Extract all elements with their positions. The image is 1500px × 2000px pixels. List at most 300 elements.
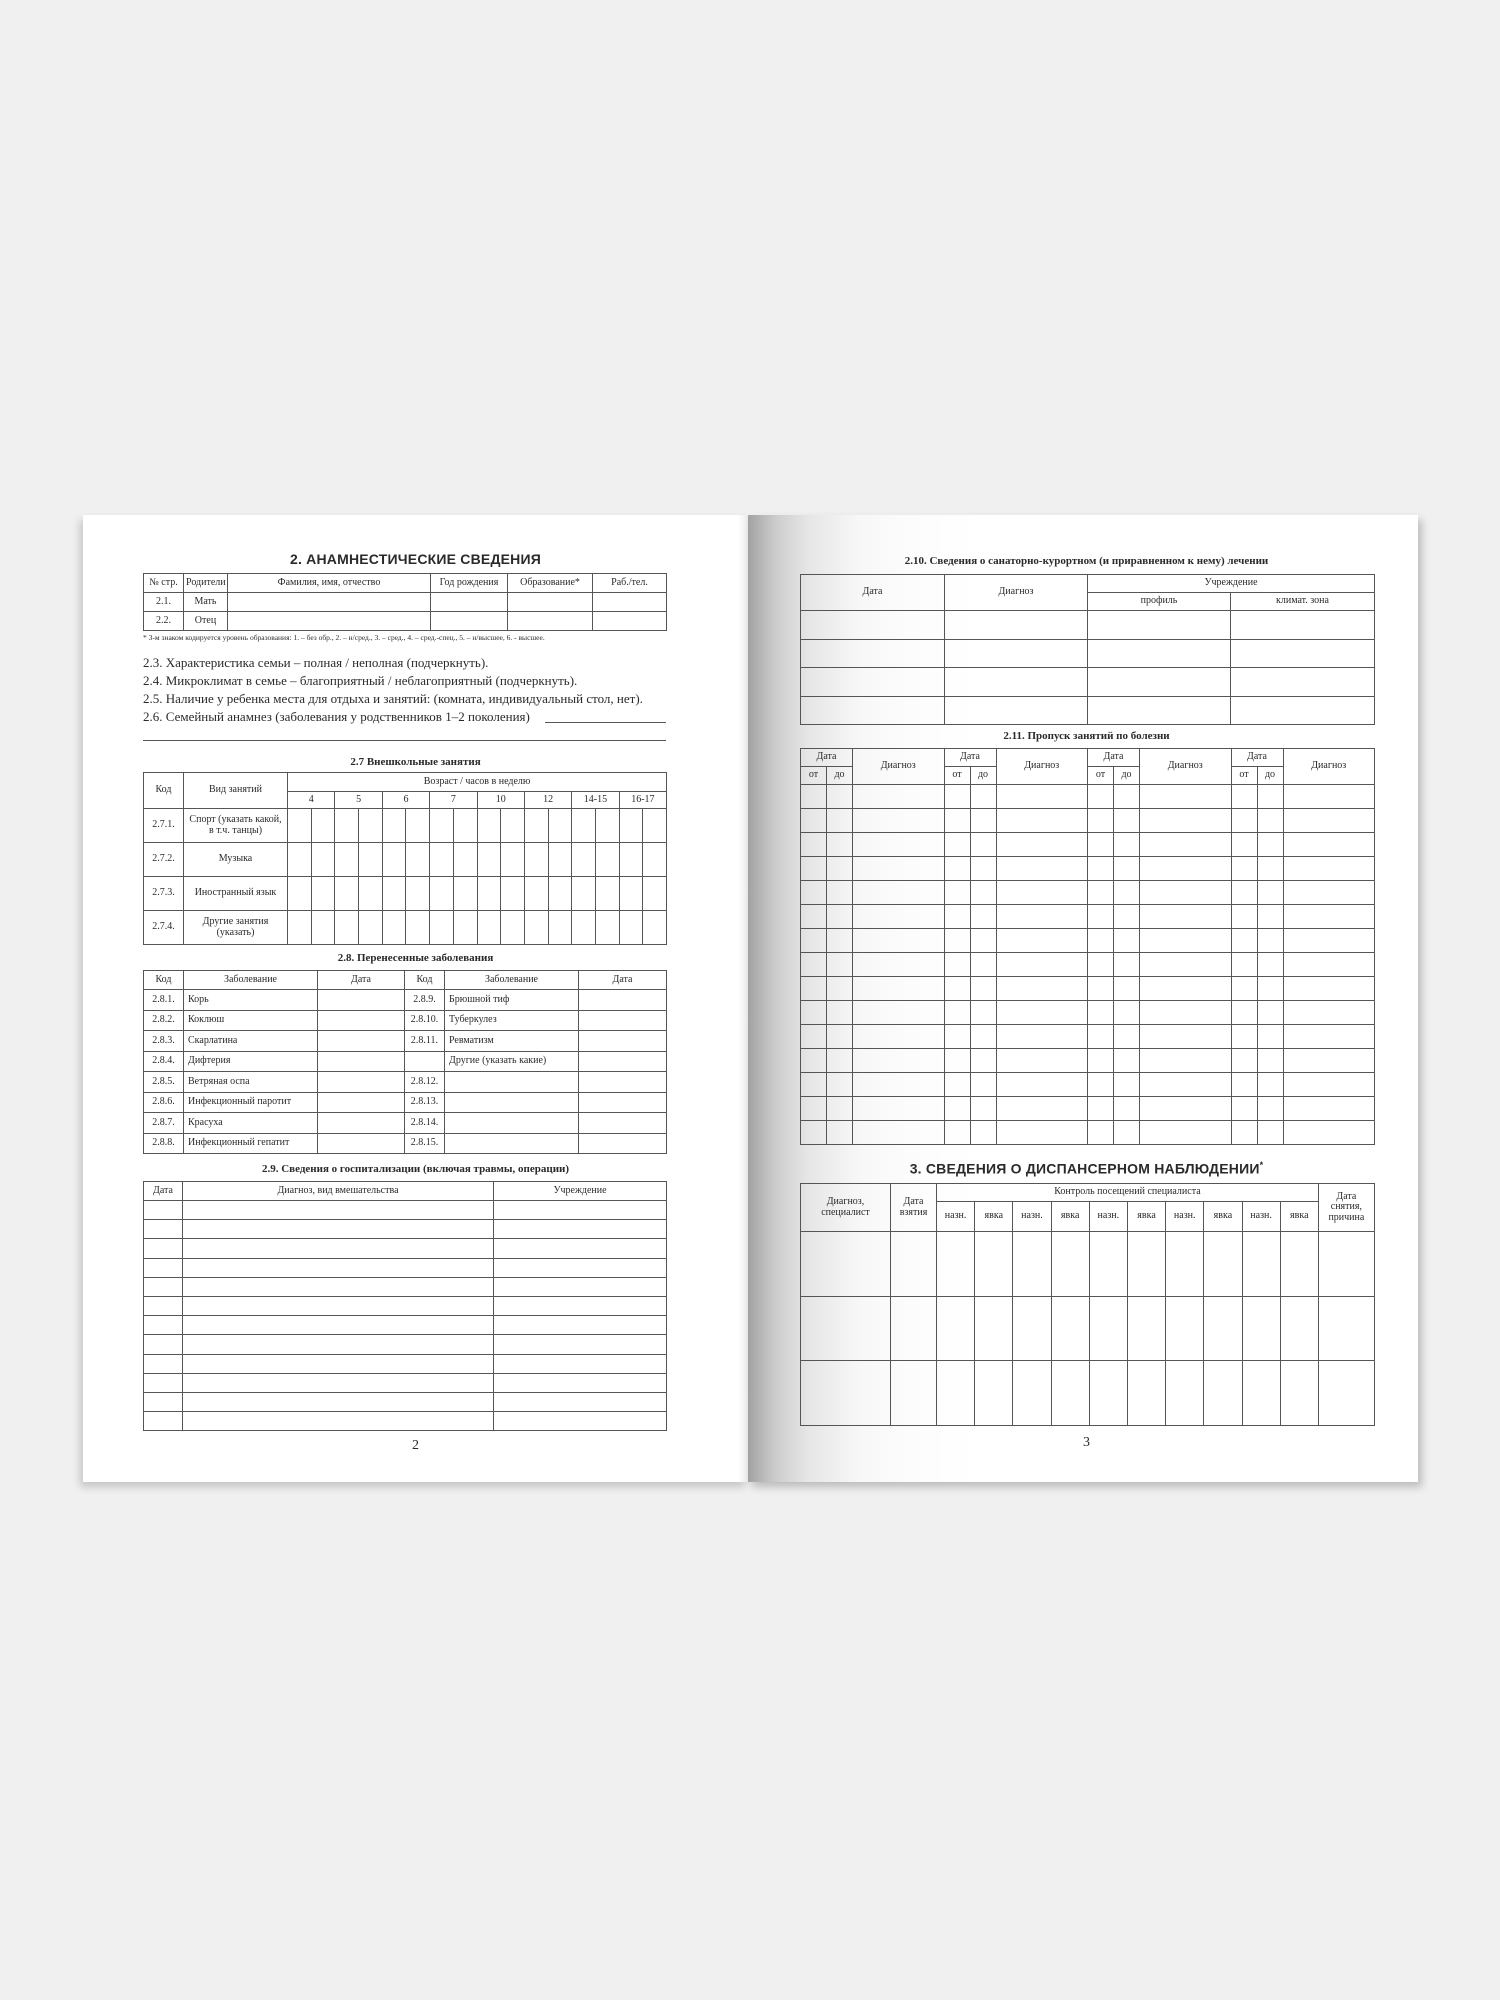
table-cell: [430, 911, 454, 945]
table-cell: [970, 1001, 996, 1025]
table-cell: [494, 1354, 667, 1373]
table-cell: [430, 843, 454, 877]
page-number-left: 2: [412, 1438, 419, 1453]
table-cell: [970, 1121, 996, 1145]
column-header: Дата: [579, 971, 667, 990]
table-row: [801, 833, 1375, 857]
table-cell: [853, 905, 945, 929]
column-header: до: [1257, 767, 1283, 785]
table-cell: [382, 911, 406, 945]
table-cell: [572, 911, 596, 945]
table-row: [144, 843, 667, 877]
table-cell: [970, 1097, 996, 1121]
table-cell: [524, 877, 548, 911]
activity-code: 2.7.4.: [144, 911, 184, 945]
table-cell: [619, 809, 643, 843]
table-cell: [853, 977, 945, 1001]
column-header: Год рождения: [431, 574, 508, 593]
table-cell: [494, 1277, 667, 1296]
column-header: Диагноз: [853, 749, 945, 785]
table-cell: [572, 809, 596, 843]
table-cell: [891, 1232, 937, 1297]
age-header: 7: [430, 792, 477, 809]
table-cell: [801, 785, 827, 809]
table-cell: [801, 905, 827, 929]
table-row: [801, 1232, 1375, 1297]
table-cell: [183, 1296, 494, 1315]
table-cell: [801, 696, 945, 725]
disease-code: 2.8.8.: [144, 1133, 184, 1154]
column-header: Заболевание: [184, 971, 318, 990]
table-cell: [801, 929, 827, 953]
table-cell: [1088, 953, 1114, 977]
table-cell: [1140, 785, 1232, 809]
table-cell: [944, 785, 970, 809]
table-cell: [1257, 1121, 1283, 1145]
table-cell: [144, 1392, 183, 1411]
table-cell: [579, 1133, 667, 1154]
dispensary-title-text: 3. СВЕДЕНИЯ О ДИСПАНСЕРНОМ НАБЛЮДЕНИИ: [909, 1160, 1260, 1177]
table-cell: [1089, 1296, 1127, 1361]
table-cell: [1283, 881, 1375, 905]
table-cell: [311, 911, 335, 945]
table-cell: [1283, 857, 1375, 881]
table-cell: [288, 877, 312, 911]
table-cell: [494, 1392, 667, 1411]
activity-name: Другие занятия (указать): [184, 911, 288, 945]
disease-code: 2.8.9.: [405, 990, 445, 1011]
table-cell: [335, 877, 359, 911]
table-cell: [1257, 1025, 1283, 1049]
table-cell: [579, 1010, 667, 1031]
column-header: Вид занятий: [184, 773, 288, 809]
table-cell: [996, 1025, 1088, 1049]
table-cell: [494, 1220, 667, 1239]
table-cell: [318, 1010, 405, 1031]
column-header: Контроль посещений специалиста: [937, 1184, 1319, 1202]
table-row: [144, 1220, 667, 1239]
table-cell: [1127, 1232, 1165, 1297]
table-cell: [1231, 785, 1257, 809]
table-cell: [1013, 1361, 1051, 1426]
table-cell: [1114, 809, 1140, 833]
activity-code: 2.7.3.: [144, 877, 184, 911]
table-cell: [827, 1073, 853, 1097]
table-cell: [1088, 639, 1231, 668]
table-row: [801, 1025, 1375, 1049]
table-cell: [1257, 785, 1283, 809]
table-cell: [1140, 857, 1232, 881]
table-cell: [1231, 929, 1257, 953]
left-page: [83, 515, 748, 1482]
disease-code: 2.8.6.: [144, 1092, 184, 1113]
table-row: [801, 611, 1375, 640]
table-cell: [548, 843, 572, 877]
column-header: явка: [1127, 1202, 1165, 1232]
sanatorium-table: [800, 574, 1375, 725]
table-cell: [431, 593, 508, 612]
age-header: 12: [524, 792, 571, 809]
table-cell: [970, 905, 996, 929]
table-cell: [1140, 1097, 1232, 1121]
disease-name: [445, 1113, 579, 1134]
table-cell: [827, 905, 853, 929]
column-header: Дата снятия, причина: [1318, 1184, 1374, 1232]
table-cell: [183, 1220, 494, 1239]
table-row: [144, 612, 667, 631]
table-cell: [996, 1001, 1088, 1025]
page-number-right: 3: [1083, 1435, 1090, 1450]
table-cell: [406, 911, 430, 945]
table-cell: [524, 809, 548, 843]
table-row: [144, 1092, 667, 1113]
table-cell: [1283, 1001, 1375, 1025]
table-cell: [1257, 881, 1283, 905]
table-cell: [1088, 857, 1114, 881]
table-cell: [508, 612, 593, 631]
table-row: [801, 785, 1375, 809]
table-row: [801, 1296, 1375, 1361]
table-cell: [1088, 1025, 1114, 1049]
table-cell: [1140, 833, 1232, 857]
table-cell: [619, 911, 643, 945]
column-header: явка: [1051, 1202, 1089, 1232]
table-cell: [1114, 1025, 1140, 1049]
table-cell: [1204, 1296, 1242, 1361]
table-cell: [1114, 833, 1140, 857]
disease-name: Красуха: [184, 1113, 318, 1134]
table-cell: [1283, 1025, 1375, 1049]
table-cell: [801, 1232, 891, 1297]
table-cell: [288, 809, 312, 843]
hospital-table: [143, 1181, 667, 1431]
column-header: Диагноз: [996, 749, 1088, 785]
table-cell: [144, 1316, 183, 1335]
line-2-3: 2.3. Характеристика семьи – полная / неполная (подчеркнуть).: [143, 655, 489, 670]
age-header: 14-15: [572, 792, 619, 809]
table-cell: [801, 857, 827, 881]
table-cell: [1140, 809, 1232, 833]
table-cell: [1280, 1296, 1318, 1361]
table-cell: [288, 911, 312, 945]
table-cell: [1231, 881, 1257, 905]
column-header: № стр.: [144, 574, 184, 593]
table-row: [144, 1335, 667, 1354]
table-cell: [183, 1392, 494, 1411]
table-row: [801, 809, 1375, 833]
table-cell: [1088, 696, 1231, 725]
table-cell: [1089, 1232, 1127, 1297]
table-cell: [1283, 1121, 1375, 1145]
right-page: [748, 515, 1418, 1482]
table-cell: [430, 877, 454, 911]
table-cell: [1088, 1121, 1114, 1145]
column-header: Диагноз, специалист: [801, 1184, 891, 1232]
table-cell: [827, 977, 853, 1001]
table-row: [144, 1201, 667, 1220]
age-header: 6: [382, 792, 429, 809]
table-cell: [944, 857, 970, 881]
table-cell: [1114, 1121, 1140, 1145]
table-row: [801, 1049, 1375, 1073]
diseases-table: [143, 970, 667, 1154]
table-cell: [1114, 1049, 1140, 1073]
parents-table: [143, 573, 667, 631]
table-row: [144, 593, 667, 612]
disease-name: Инфекционный паротит: [184, 1092, 318, 1113]
table-cell: [1088, 611, 1231, 640]
table-cell: [144, 1201, 183, 1220]
table-cell: [1318, 1296, 1374, 1361]
column-header: назн.: [1013, 1202, 1051, 1232]
table-row: [144, 1113, 667, 1134]
table-cell: [1280, 1232, 1318, 1297]
table-cell: [406, 877, 430, 911]
column-header: назн.: [1166, 1202, 1204, 1232]
table-cell: [1013, 1232, 1051, 1297]
activities-title: 2.7 Внешкольные занятия: [350, 756, 481, 768]
table-cell: [827, 1049, 853, 1073]
column-header: Диагноз: [1140, 749, 1232, 785]
table-cell: [1242, 1296, 1280, 1361]
table-cell: [1318, 1361, 1374, 1426]
table-row: [801, 953, 1375, 977]
table-cell: [1231, 809, 1257, 833]
table-row: [144, 990, 667, 1011]
row-label: Мать: [184, 593, 228, 612]
column-header: Образование*: [508, 574, 593, 593]
column-header: Раб./тел.: [593, 574, 667, 593]
table-cell: [827, 1025, 853, 1049]
table-cell: [1051, 1232, 1089, 1297]
table-cell: [1257, 1049, 1283, 1073]
table-cell: [144, 1296, 183, 1315]
table-cell: [970, 1025, 996, 1049]
table-cell: [431, 612, 508, 631]
table-cell: [1283, 809, 1375, 833]
table-cell: [183, 1258, 494, 1277]
disease-code: 2.8.4.: [144, 1051, 184, 1072]
table-cell: [1280, 1361, 1318, 1426]
table-cell: [183, 1316, 494, 1335]
table-cell: [1088, 881, 1114, 905]
table-cell: [801, 1361, 891, 1426]
table-row: [801, 1073, 1375, 1097]
table-cell: [1257, 1073, 1283, 1097]
disease-code: 2.8.14.: [405, 1113, 445, 1134]
table-row: [144, 1316, 667, 1335]
disease-name: [445, 1072, 579, 1093]
table-cell: [494, 1316, 667, 1335]
table-cell: [801, 1097, 827, 1121]
table-cell: [144, 1220, 183, 1239]
column-header: до: [827, 767, 853, 785]
table-cell: [595, 911, 619, 945]
table-cell: [827, 953, 853, 977]
table-cell: [228, 593, 431, 612]
table-cell: [595, 843, 619, 877]
table-row: [801, 1097, 1375, 1121]
table-cell: [1114, 785, 1140, 809]
table-cell: [944, 1001, 970, 1025]
disease-name: Коклюш: [184, 1010, 318, 1031]
table-row: [144, 1133, 667, 1154]
table-cell: [359, 877, 383, 911]
table-cell: [1114, 977, 1140, 1001]
table-cell: [1257, 977, 1283, 1001]
table-row: [144, 1051, 667, 1072]
table-cell: [1242, 1361, 1280, 1426]
table-cell: [801, 1296, 891, 1361]
disease-code: 2.8.15.: [405, 1133, 445, 1154]
table-cell: [595, 809, 619, 843]
table-row: [144, 1412, 667, 1431]
table-cell: [970, 929, 996, 953]
section-2-title: 2. АНАМНЕСТИЧЕСКИЕ СВЕДЕНИЯ: [289, 551, 541, 567]
table-cell: [801, 1073, 827, 1097]
table-cell: [1231, 668, 1375, 697]
table-cell: [827, 1121, 853, 1145]
table-row: [801, 668, 1375, 697]
table-cell: [853, 785, 945, 809]
table-cell: [944, 833, 970, 857]
table-cell: [1114, 929, 1140, 953]
table-cell: [311, 843, 335, 877]
table-cell: [944, 1049, 970, 1073]
table-cell: [1231, 1073, 1257, 1097]
column-header: климат. зона: [1231, 593, 1375, 611]
table-cell: [944, 977, 970, 1001]
column-header: от: [801, 767, 827, 785]
table-header-row: [144, 773, 667, 792]
table-cell: [524, 843, 548, 877]
table-cell: [183, 1201, 494, 1220]
table-cell: [1257, 953, 1283, 977]
table-cell: [1283, 785, 1375, 809]
sanatorium-title: 2.10. Сведения о санаторно-курортном (и приравненном к нему) лечении: [904, 555, 1269, 567]
table-cell: [335, 911, 359, 945]
row-number: 2.2.: [144, 612, 184, 631]
line-2-5: 2.5. Наличие у ребенка места для отдыха и занятий: (комната, индивидуальный стол, нет).: [143, 691, 643, 706]
table-cell: [944, 809, 970, 833]
table-cell: [1231, 1049, 1257, 1073]
table-cell: [318, 1113, 405, 1134]
table-cell: [975, 1361, 1013, 1426]
disease-code: 2.8.13.: [405, 1092, 445, 1113]
table-cell: [801, 1121, 827, 1145]
table-cell: [853, 857, 945, 881]
table-cell: [335, 843, 359, 877]
table-cell: [501, 911, 525, 945]
table-cell: [1231, 1097, 1257, 1121]
table-cell: [382, 877, 406, 911]
table-cell: [827, 833, 853, 857]
column-header: Диагноз, вид вмешательства: [183, 1182, 494, 1201]
table-cell: [382, 809, 406, 843]
table-cell: [1283, 833, 1375, 857]
table-cell: [183, 1277, 494, 1296]
disease-code: 2.8.7.: [144, 1113, 184, 1134]
table-cell: [1088, 929, 1114, 953]
table-cell: [1166, 1361, 1204, 1426]
table-header-row: [144, 1182, 667, 1201]
activity-name: Музыка: [184, 843, 288, 877]
age-header: 5: [335, 792, 382, 809]
hospital-title: 2.9. Сведения о госпитализации (включая травмы, операции): [261, 1163, 570, 1175]
table-cell: [970, 953, 996, 977]
table-cell: [1088, 905, 1114, 929]
column-header: Дата: [801, 749, 853, 767]
table-cell: [996, 1121, 1088, 1145]
table-cell: [975, 1296, 1013, 1361]
table-row: [144, 877, 667, 911]
table-cell: [1231, 1025, 1257, 1049]
table-cell: [183, 1239, 494, 1258]
table-row: [144, 1373, 667, 1392]
table-cell: [359, 809, 383, 843]
activity-code: 2.7.1.: [144, 809, 184, 843]
table-cell: [1088, 1097, 1114, 1121]
table-cell: [579, 1072, 667, 1093]
column-header: Дата: [318, 971, 405, 990]
column-header: Учреждение: [494, 1182, 667, 1201]
table-cell: [382, 843, 406, 877]
table-cell: [853, 1073, 945, 1097]
table-cell: [1088, 1049, 1114, 1073]
table-cell: [827, 881, 853, 905]
table-cell: [1231, 1001, 1257, 1025]
disease-code: 2.8.5.: [144, 1072, 184, 1093]
table-cell: [945, 611, 1088, 640]
table-cell: [643, 809, 667, 843]
column-header: назн.: [1242, 1202, 1280, 1232]
table-cell: [1231, 611, 1375, 640]
table-cell: [1283, 905, 1375, 929]
table-cell: [1088, 833, 1114, 857]
table-cell: [1088, 977, 1114, 1001]
disease-name: [445, 1133, 579, 1154]
table-row: [144, 1296, 667, 1315]
table-cell: [970, 833, 996, 857]
table-cell: [494, 1258, 667, 1277]
table-cell: [944, 1073, 970, 1097]
table-cell: [311, 809, 335, 843]
disease-name: Ревматизм: [445, 1031, 579, 1052]
table-cell: [524, 911, 548, 945]
table-header-row: [144, 574, 667, 593]
disease-name: Туберкулез: [445, 1010, 579, 1031]
table-cell: [801, 1001, 827, 1025]
column-header: Дата: [144, 1182, 183, 1201]
table-cell: [1166, 1232, 1204, 1297]
table-row: [801, 881, 1375, 905]
table-cell: [996, 1049, 1088, 1073]
table-cell: [579, 990, 667, 1011]
table-cell: [1231, 639, 1375, 668]
row-label: Отец: [184, 612, 228, 631]
table-cell: [1231, 1121, 1257, 1145]
table-cell: [1242, 1232, 1280, 1297]
table-row: [801, 929, 1375, 953]
table-cell: [494, 1201, 667, 1220]
table-cell: [1088, 809, 1114, 833]
table-header-row: [144, 971, 667, 990]
column-header: Диагноз: [945, 575, 1088, 611]
column-header: до: [970, 767, 996, 785]
table-cell: [318, 1031, 405, 1052]
table-cell: [477, 911, 501, 945]
table-header-row: [801, 575, 1375, 593]
